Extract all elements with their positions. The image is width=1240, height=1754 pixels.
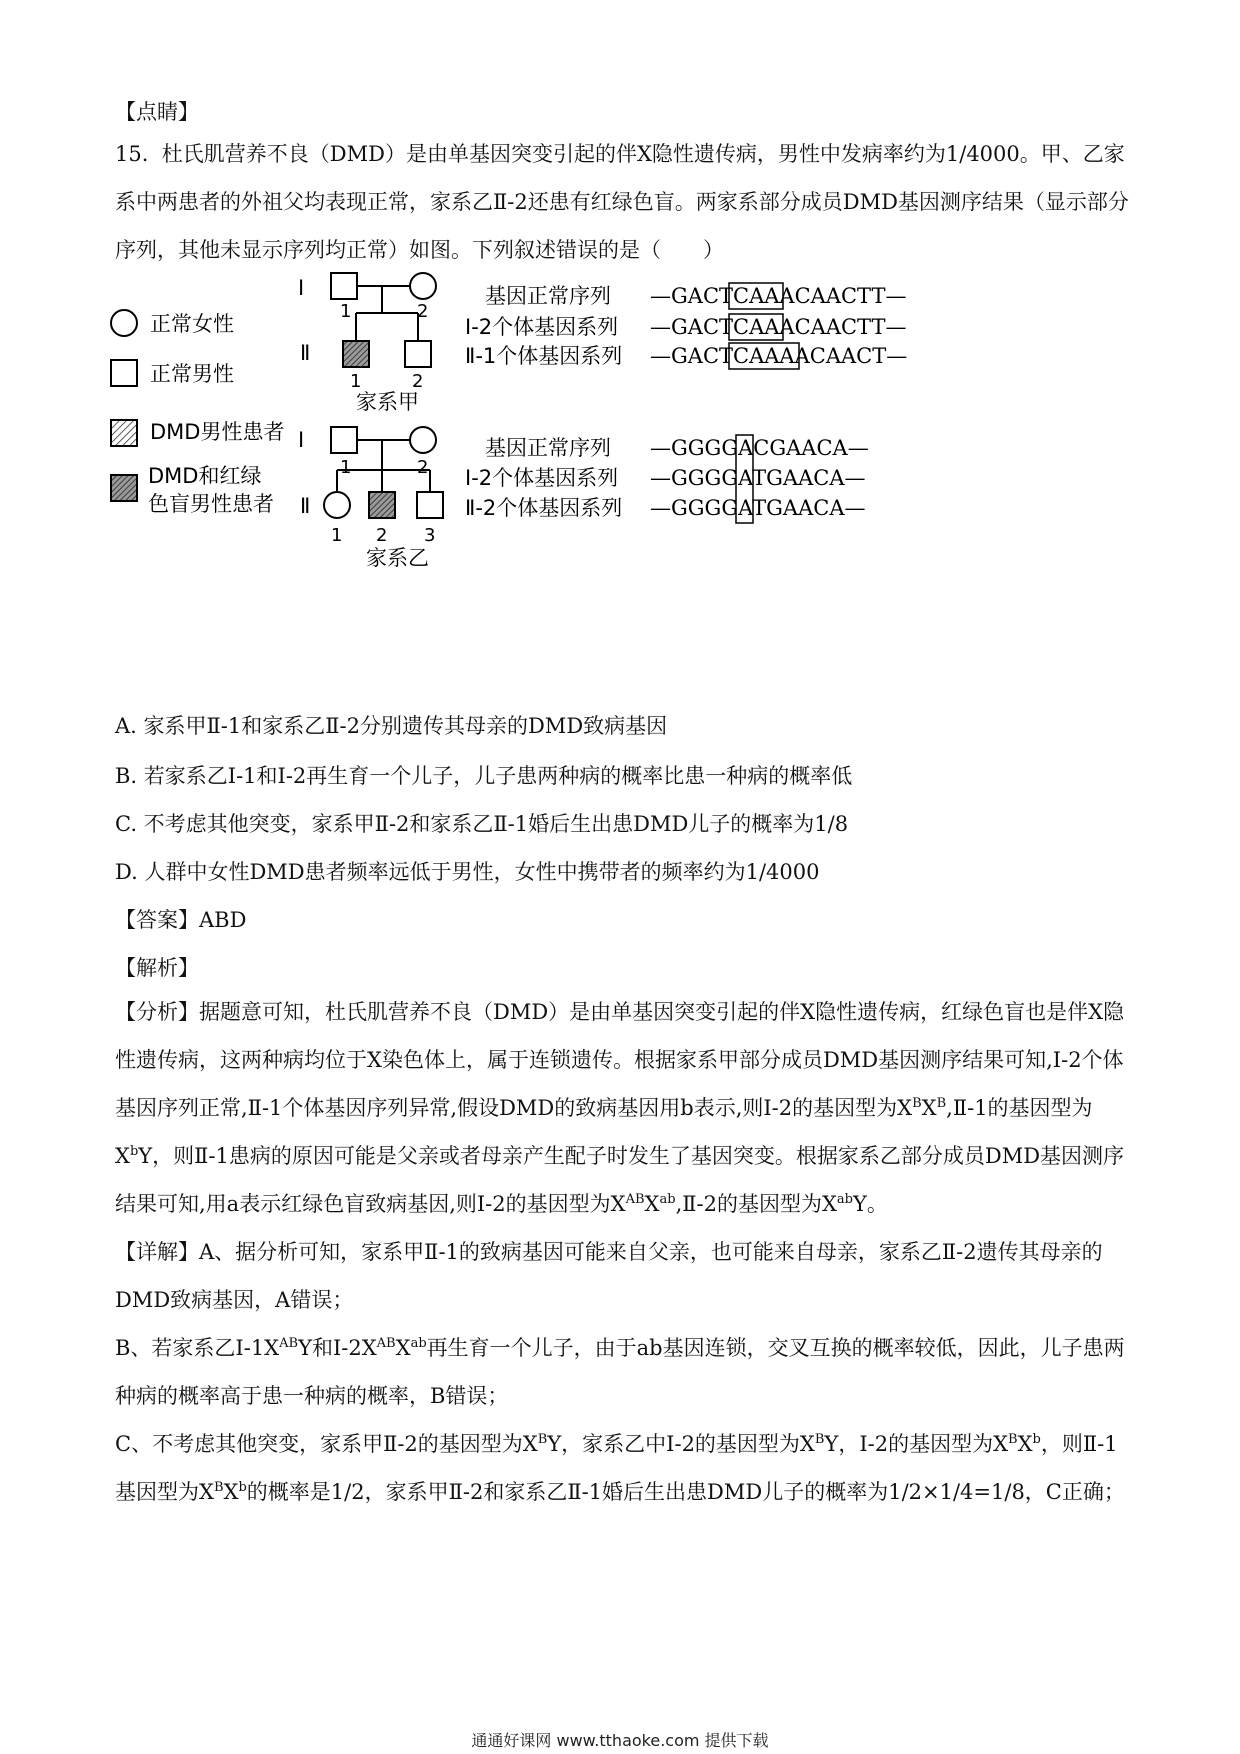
answer-value: ABD <box>199 908 247 932</box>
legend-label-dmd-colorblind-1: DMD和红绿 <box>148 464 262 488</box>
legend-label-normal-male: 正常男性 <box>150 362 234 386</box>
family-b-ii2-affected-male <box>369 492 395 518</box>
generation-label: Ⅱ <box>300 494 311 518</box>
footer-source[interactable]: 通通好课网 www.tthaoke.com 提供下载 <box>471 1731 769 1750</box>
seq-label: I-2个体基因系列 <box>465 466 619 490</box>
seq-label: 基因正常序列 <box>485 436 611 460</box>
question-number: 15. <box>115 142 149 166</box>
question-text: 杜氏肌营养不良（DMD）是由单基因突变引起的伴X隐性遗传病，男性中发病率约为1/4000。甲、乙家系中两患者的外祖父均表现正常，家系乙Ⅱ-2还患有红绿色盲。两家系部分成员DMD基因测序结果（显示部分序列，其他未显示序列均正常）如图。下列叙述错误的是（ ） <box>115 142 1129 262</box>
detail-c: C、不考虑其他突变，家系甲Ⅱ-2的基因型为$X^BY$，家系乙中I-2的基因型为$X^BY$，I-2的基因型为$X^BX^b$，则Ⅱ-1基因型为$X^BX^b$的概率是1/2，家系甲Ⅱ-2和家系乙Ⅱ-1婚后生出患DMD儿子的概率为1/2×1/4=1/8，C正确； <box>115 1432 1125 1504</box>
xiangjie-label: 【详解】 <box>115 1240 199 1264</box>
answer-line <box>115 904 1135 934</box>
generation-label: I <box>298 428 305 452</box>
pedigree-figure <box>110 276 910 585</box>
answer-label: 【答案】 <box>115 908 199 932</box>
legend-dark-square-icon <box>111 475 137 501</box>
member-number: 1 <box>350 371 362 392</box>
member-number: 2 <box>417 301 429 322</box>
legend-square-icon <box>111 360 137 386</box>
family-a-sequences <box>465 283 907 369</box>
pedigree-family-b <box>298 427 443 570</box>
legend-circle-icon <box>111 310 137 336</box>
pedigree-family-a <box>298 273 436 414</box>
member-number: 1 <box>340 301 352 322</box>
option-a: A. 家系甲Ⅱ-1和家系乙Ⅱ-2分别遗传其母亲的DMD致病基因 <box>115 714 668 738</box>
family-a-caption: 家系甲 <box>356 390 419 414</box>
option-d: D. 人群中女性DMD患者频率远低于男性，女性中携带者的频率约为1/4000 <box>115 860 820 884</box>
legend-hatched-square-icon <box>111 420 137 446</box>
member-number: 1 <box>331 525 343 546</box>
family-b-caption: 家系乙 <box>366 546 429 570</box>
family-b-i1-male <box>331 427 357 453</box>
family-a-ii1-affected-male <box>343 341 369 367</box>
family-b-ii3-male <box>417 492 443 518</box>
family-b-i2-female <box>410 427 436 453</box>
option-b: B. 若家系乙Ⅰ-1和Ⅰ-2再生育一个儿子，儿子患两种病的概率比患一种病的概率低 <box>115 764 853 788</box>
option-c: C. 不考虑其他突变，家系甲Ⅱ-2和家系乙Ⅱ-1婚后生出患DMD儿子的概率为1/8 <box>115 812 849 836</box>
sequence-row: —GACTCAAACAACTT— <box>650 284 907 308</box>
generation-label: Ⅱ <box>300 341 311 365</box>
family-a-i2-female <box>410 273 436 299</box>
family-b-sequences <box>465 435 869 523</box>
sequence-row: —GGGGACGAACA— <box>650 436 869 460</box>
seq-label: Ⅱ-2个体基因系列 <box>465 496 623 520</box>
question-stem <box>115 130 1135 274</box>
seq-label: I-2个体基因系列 <box>465 315 619 339</box>
seq-label: Ⅱ-1个体基因系列 <box>465 344 623 368</box>
analysis-label: 【解析】 <box>115 956 199 980</box>
member-number: 2 <box>412 371 424 392</box>
detail-a: 【详解】A、据分析可知，家系甲Ⅱ-1的致病基因可能来自父亲，也可能来自母亲，家系乙Ⅱ-2遗传其母亲的DMD致病基因，A错误； <box>115 1240 1103 1312</box>
legend-label-dmd-male: DMD男性患者 <box>150 420 285 444</box>
fenxi-label: 【分析】 <box>115 1000 199 1024</box>
analysis-paragraph: 【分析】据题意可知，杜氏肌营养不良（DMD）是由单基因突变引起的伴X隐性遗传病，红绿色盲也是伴X隐性遗传病，这两种病均位于X染色体上，属于连锁遗传。根据家系甲部分成员DMD基因测序结果可知,I-2个体基因序列正常,Ⅱ-1个体基因序列异常,假设DMD的致病基因用b表示,则I-2的基因型为$X^BX^B,Ⅱ-1$的基因型为$X^bY$，则Ⅱ-1患病的原因可能是父亲或者母亲产生配子时发生了基因突变。根据家系乙部分成员DMD基因测序结果可知,用a表示红绿色盲致病基因,则I-2的基因型为$X^{AB}X^{ab},Ⅱ-2$的基因型为$X^{ab}Y$。 【详解】A、据分析可知，家系甲Ⅱ-1的致病基因可能来自父亲，也可能来自母亲，家系乙Ⅱ-2遗传其母亲的DMD致病基因，A错误； B、若家系乙$I-1X^{AB}Y$和$I-2X^{AB}X^{ab}$再生育一个儿子，由于ab基因连锁，交叉互换的概率较低，因此，儿子患两种病的概率高于患一种病的概率，B错误； C、不考虑其他突变，家系甲Ⅱ-2的基因型为$X^BY$，家系乙中I-2的基因型为$X^BY$，I-2的基因型为$X^BX^b$，则Ⅱ-1基因型为$X^BX^b$的概率是1/2，家系甲Ⅱ-2和家系乙Ⅱ-1婚后生出患DMD儿子的概率为1/2×1/4=1/8，C正确； <box>115 988 1135 1516</box>
member-number: 3 <box>424 525 436 546</box>
legend <box>111 310 284 516</box>
generation-label: I <box>298 276 305 300</box>
member-number: 2 <box>376 525 388 546</box>
family-a-i1-male <box>331 273 357 299</box>
sequence-row: —GACTCAAACAACTT— <box>650 315 907 339</box>
legend-label-normal-female: 正常女性 <box>150 312 234 336</box>
sequence-row: —GGGGATGAACA— <box>650 496 866 520</box>
sequence-row: —GACTCAAAACAACT— <box>650 344 908 368</box>
family-b-ii1-female <box>324 492 350 518</box>
seq-label: 基因正常序列 <box>485 284 611 308</box>
member-number: 2 <box>417 457 429 478</box>
legend-label-dmd-colorblind-2: 色盲男性患者 <box>148 492 274 516</box>
family-a-ii2-male <box>405 341 431 367</box>
section-tag-dianjing: 【点睛】 <box>115 100 199 124</box>
sequence-row: —GGGGATGAACA— <box>650 466 866 490</box>
detail-b: B、若家系乙$I-1X^{AB}Y$和$I-2X^{AB}X^{ab}$再生育一个儿子，由于ab基因连锁，交叉互换的概率较低，因此，儿子患两种病的概率高于患一种病的概率，B错误； <box>115 1336 1125 1408</box>
member-number: 1 <box>340 457 352 478</box>
